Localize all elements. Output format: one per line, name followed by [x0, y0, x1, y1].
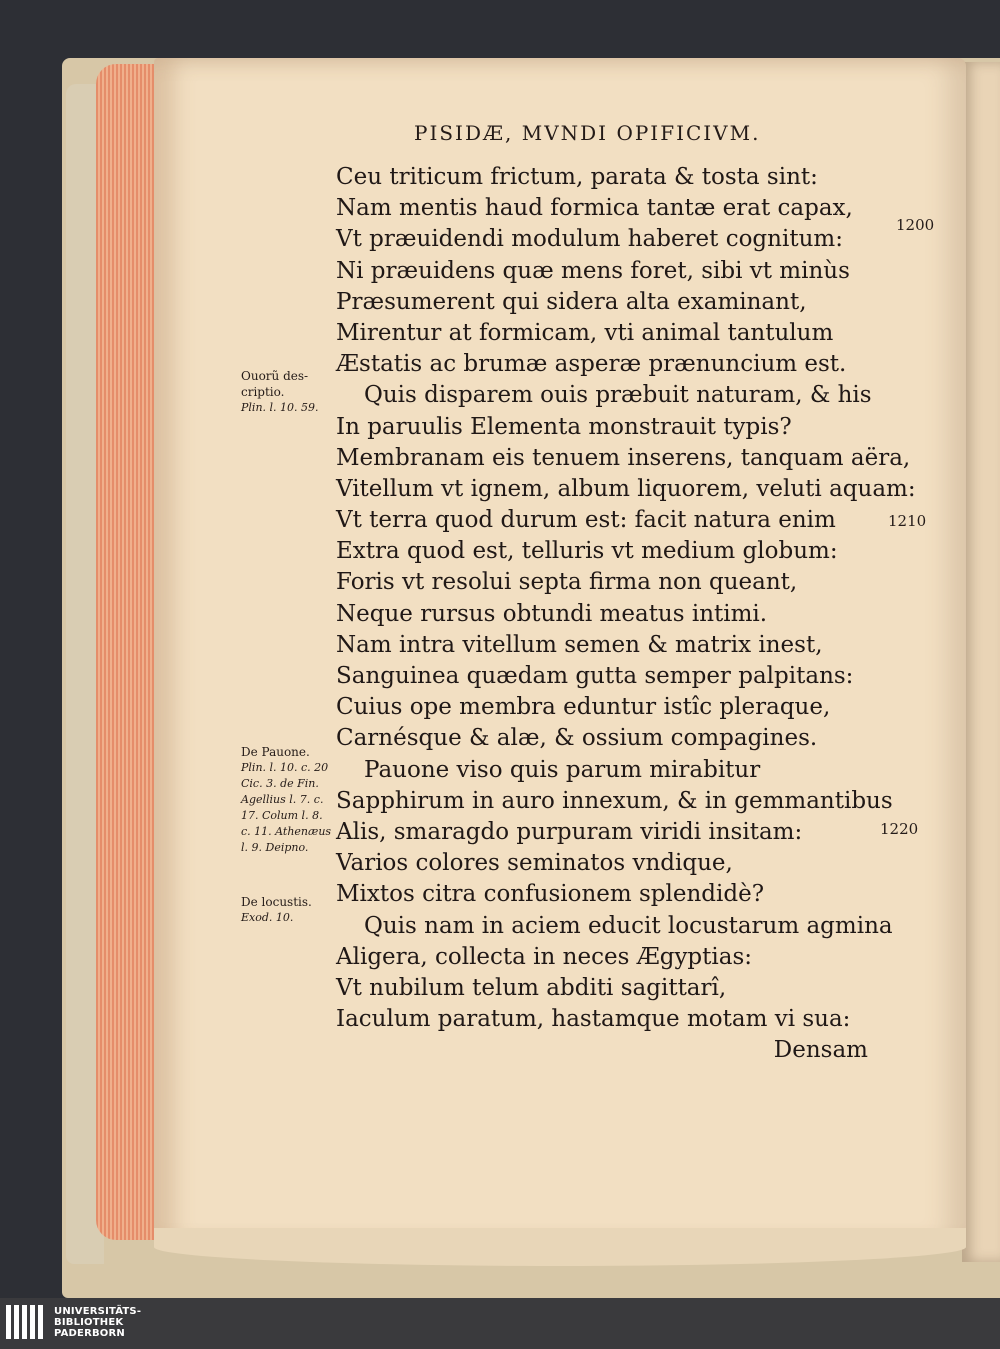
poem-line: Vt terra quod durum est: facit natura enim: [336, 507, 836, 534]
poem-line: Neque rursus obtundi meatus intimi.: [336, 600, 768, 627]
poem-line: Membranam eis tenuem inserens, tanquam aëra,: [336, 444, 911, 471]
poem-line: Mixtos citra confusionem splendidè?: [336, 881, 765, 908]
running-header: PISIDÆ, MVNDI OPIFICIVM.: [414, 121, 761, 145]
poem-line: Iaculum paratum, hastamque motam vi sua:: [336, 1006, 851, 1033]
poem-line: Quis disparem ouis præbuit naturam, & his: [364, 382, 872, 409]
poem-line: Quis nam in aciem educit locustarum agmina: [364, 912, 893, 939]
library-footer: [0, 1298, 1000, 1349]
poem-line: Ni præuidens quæ mens foret, sibi vt minùs: [336, 257, 850, 284]
poem-line: In paruulis Elementa monstrauit typis?: [336, 413, 792, 440]
marginal-note-ouorum: Ouorũ des- criptio. Plin. l. 10. 59.: [241, 369, 319, 414]
poem-line: Vt nubilum telum abditi sagittarî,: [336, 974, 727, 1001]
poem-line: Æstatis ac brumæ asperæ prænuncium est.: [336, 351, 847, 378]
poem-line: Varios colores seminatos vndique,: [336, 850, 733, 877]
poem-line: Sanguinea quædam gutta semper palpitans:: [336, 663, 854, 689]
poem-line: Sapphirum in auro innexum, & in gemmantibus: [336, 787, 893, 814]
catchword: Densam: [773, 1037, 868, 1064]
poem-line: Ceu triticum frictum, parata & tosta sint:: [336, 164, 818, 190]
poem-line: Aligera, collecta in neces Ægyptias:: [336, 943, 753, 970]
poem-line: Nam intra vitellum semen & matrix inest,: [336, 631, 823, 658]
marginal-note-locustis: De locustis. Exod. 10.: [241, 895, 312, 924]
marginal-note-pauone: De Pauone. Plin. l. 10. c. 20 Cic. 3. de Fin. Agellius l. 7. c. 17. Colum l. 8. c. 11. Athenæus l. 9. Deipno.: [241, 745, 332, 854]
library-name: UNIVERSITÄTS- BIBLIOTHEK PADERBORN: [54, 1306, 142, 1339]
poem-line: Cuius ope membra eduntur istîc pleraque,: [336, 694, 831, 721]
poem-line: Præsumerent qui sidera alta examinant,: [336, 288, 807, 315]
poem-line: Vitellum vt ignem, album liquorem, veluti aquam:: [336, 475, 916, 502]
line-number-1210: 1210: [888, 512, 927, 530]
facing-page-edge: [962, 62, 1000, 1262]
poem-line: Carnésque & alæ, & ossium compagines.: [336, 725, 818, 752]
poem-line: Foris vt resolui septa firma non queant,: [336, 569, 798, 596]
poem-line: Mirentur at formicam, vti animal tantulum: [336, 319, 834, 346]
line-number-1200: 1200: [896, 216, 935, 234]
library-logo-icon: [6, 1305, 46, 1339]
poem-line: Nam mentis haud formica tantæ erat capax,: [336, 195, 853, 222]
poem-line: Vt præuidendi modulum haberet cognitum:: [336, 226, 843, 253]
poem-line: Pauone viso quis parum mirabitur: [364, 756, 761, 783]
poem-line: Alis, smaragdo purpuram viridi insitam:: [336, 818, 803, 845]
poem-line: Extra quod est, telluris vt medium globum:: [336, 538, 838, 565]
line-number-1220: 1220: [880, 820, 919, 838]
